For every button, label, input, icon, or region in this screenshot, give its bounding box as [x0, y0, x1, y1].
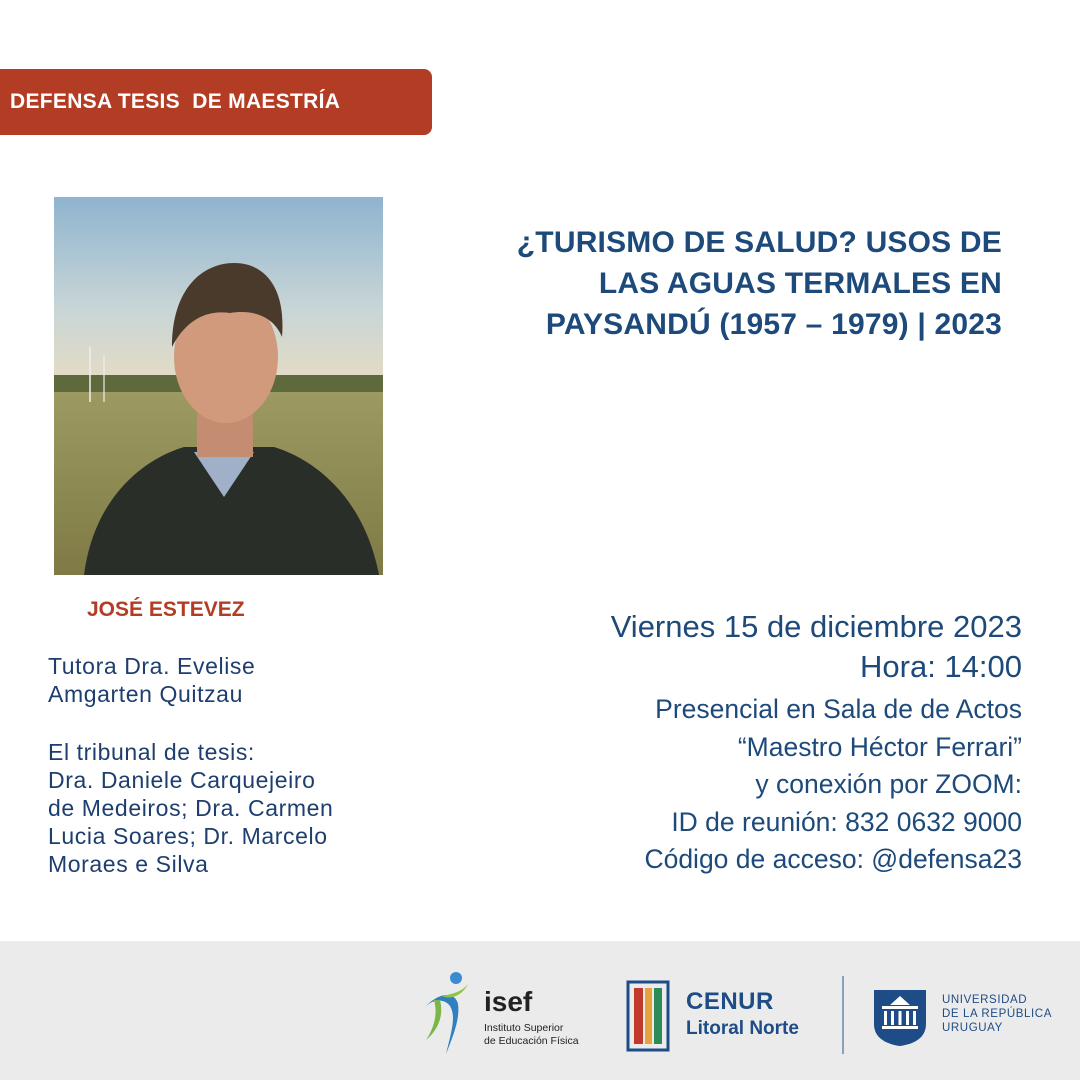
cenur-subtitle: Litoral Norte: [686, 1018, 799, 1039]
tribunal-info: [48, 738, 428, 878]
logo-divider: [842, 976, 844, 1054]
event-date: Viernes 15 de diciembre 2023: [610, 609, 1022, 644]
presenter-name: JOSÉ ESTEVEZ: [87, 598, 245, 621]
tribunal-line: El tribunal de tesis:: [48, 739, 255, 765]
presenter-photo: [54, 197, 383, 575]
cenur-emblem-icon: [624, 978, 672, 1054]
udelar-logo: [870, 984, 1070, 1048]
udelar-building-icon: [870, 984, 930, 1048]
udelar-name-line: UNIVERSIDAD: [942, 994, 1028, 1006]
udelar-name: [942, 993, 1052, 1035]
isef-name: isef: [484, 986, 533, 1017]
cenur-logo: [624, 978, 834, 1054]
title-line: ¿TURISMO DE SALUD? USOS DE: [516, 226, 1002, 259]
isef-subtitle: [484, 1022, 579, 1048]
venue-line: “Maestro Héctor Ferrari”: [737, 731, 1022, 762]
tutor-line: Tutora Dra. Evelise: [48, 653, 256, 679]
title-line: PAYSANDÚ (1957 – 1979) | 2023: [545, 308, 1002, 341]
event-details: [462, 607, 1022, 879]
isef-figure-icon: [416, 970, 482, 1056]
isef-subtitle-line: de Educación Física: [484, 1035, 579, 1047]
title-line: LAS AGUAS TERMALES EN: [598, 267, 1002, 300]
tutor-info: [48, 652, 348, 708]
tutor-line: Amgarten Quitzau: [48, 681, 243, 707]
isef-subtitle-line: Instituto Superior: [484, 1022, 564, 1034]
zoom-access-code: Código de acceso: @defensa23: [644, 844, 1022, 874]
tribunal-line: de Medeiros; Dra. Carmen: [48, 795, 334, 821]
zoom-meeting-id: ID de reunión: 832 0632 9000: [671, 806, 1022, 837]
isef-logo: [416, 970, 586, 1056]
thesis-title: [442, 222, 1002, 345]
tribunal-line: Lucia Soares; Dr. Marcelo: [48, 823, 328, 849]
udelar-name-line: URUGUAY: [942, 1022, 1003, 1034]
venue-line: y conexión por ZOOM:: [755, 769, 1022, 799]
tribunal-line: Moraes e Silva: [48, 851, 209, 877]
venue-line: Presencial en Sala de de Actos: [655, 694, 1022, 724]
tribunal-line: Dra. Daniele Carquejeiro: [48, 767, 316, 793]
event-time: Hora: 14:00: [860, 649, 1022, 684]
cenur-name: CENUR: [686, 988, 774, 1015]
udelar-name-line: DE LA REPÚBLICA: [942, 1008, 1052, 1020]
event-type-banner: DEFENSA TESIS DE MAESTRÍA: [0, 69, 432, 135]
